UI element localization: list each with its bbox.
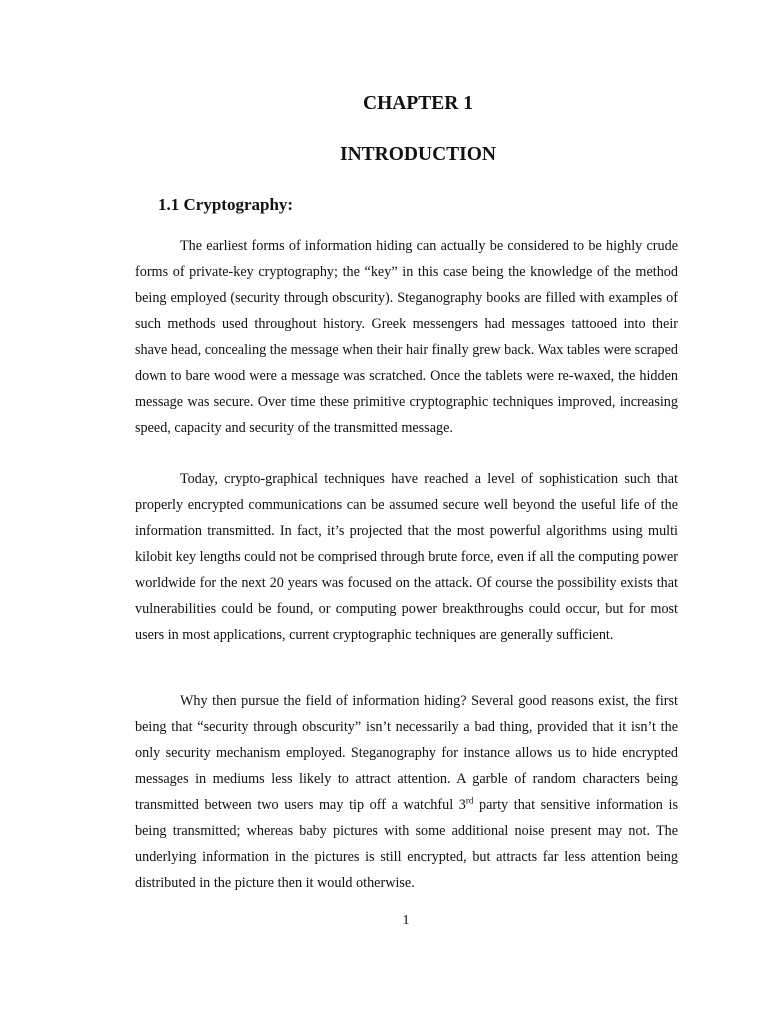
paragraph-1: The earliest forms of information hiding can actually be considered to be highly crude forms of private-key cryptography; the “key” in this case being the knowledge of the method being employed (security through obscurity). Steganography books are filled with examples of such methods used throughout history. Greek messengers had messages tattooed into their shave head, concealing the message when their hair finally grew back. Wax tables were scraped down to bare wood were a message was scratched. Once the tablets were re-waxed, the hidden message was secure. Over time these primitive cryptographic techniques improved, increasing speed, capacity and security of the transmitted message. <box>135 238 679 436</box>
chapter-number: CHAPTER 1 <box>363 93 473 114</box>
chapter-title: INTRODUCTION <box>339 144 497 165</box>
section-heading: 1.1 Cryptography: <box>158 195 294 214</box>
paragraph-2: Today, crypto-graphical techniques have reached a level of sophistication such that properly encrypted communications can be assumed secure well beyond the useful life of the information transmitted. In fact, it’s projected that the most powerful algorithms using multi kilobit key lengths could not be comprised through brute force, even if all the computing power worldwide for the next 20 years was focused on the attack. Of course the possibility exists that vulnerabilities could be found, or computing power breakthroughs could occur, but for most users in most applications, current cryptographic techniques are generally sufficient. <box>135 471 678 643</box>
page-number: 1 <box>402 913 410 928</box>
paragraph-3 <box>135 688 678 896</box>
paragraph-3-text-b: party that sensitive information is being transmitted; whereas baby pictures with some additional noise present may not. The underlying information in the pictures is still encrypted, but attracts far less attention being distributed in the picture then it would otherwise. <box>135 797 678 891</box>
paragraph-3-text-a: Why then pursue the field of information hiding? Several good reasons exist, the first being that “security through obscurity” isn’t necessarily a bad thing, provided that it isn’t the only security mechanism employed. Steganography for instance allows us to hide encrypted messages in mediums less likely to attract attention. A garble of random characters being transmitted between two users may tip off a watchful 3 <box>135 693 678 813</box>
ordinal-superscript: rd <box>465 795 474 806</box>
